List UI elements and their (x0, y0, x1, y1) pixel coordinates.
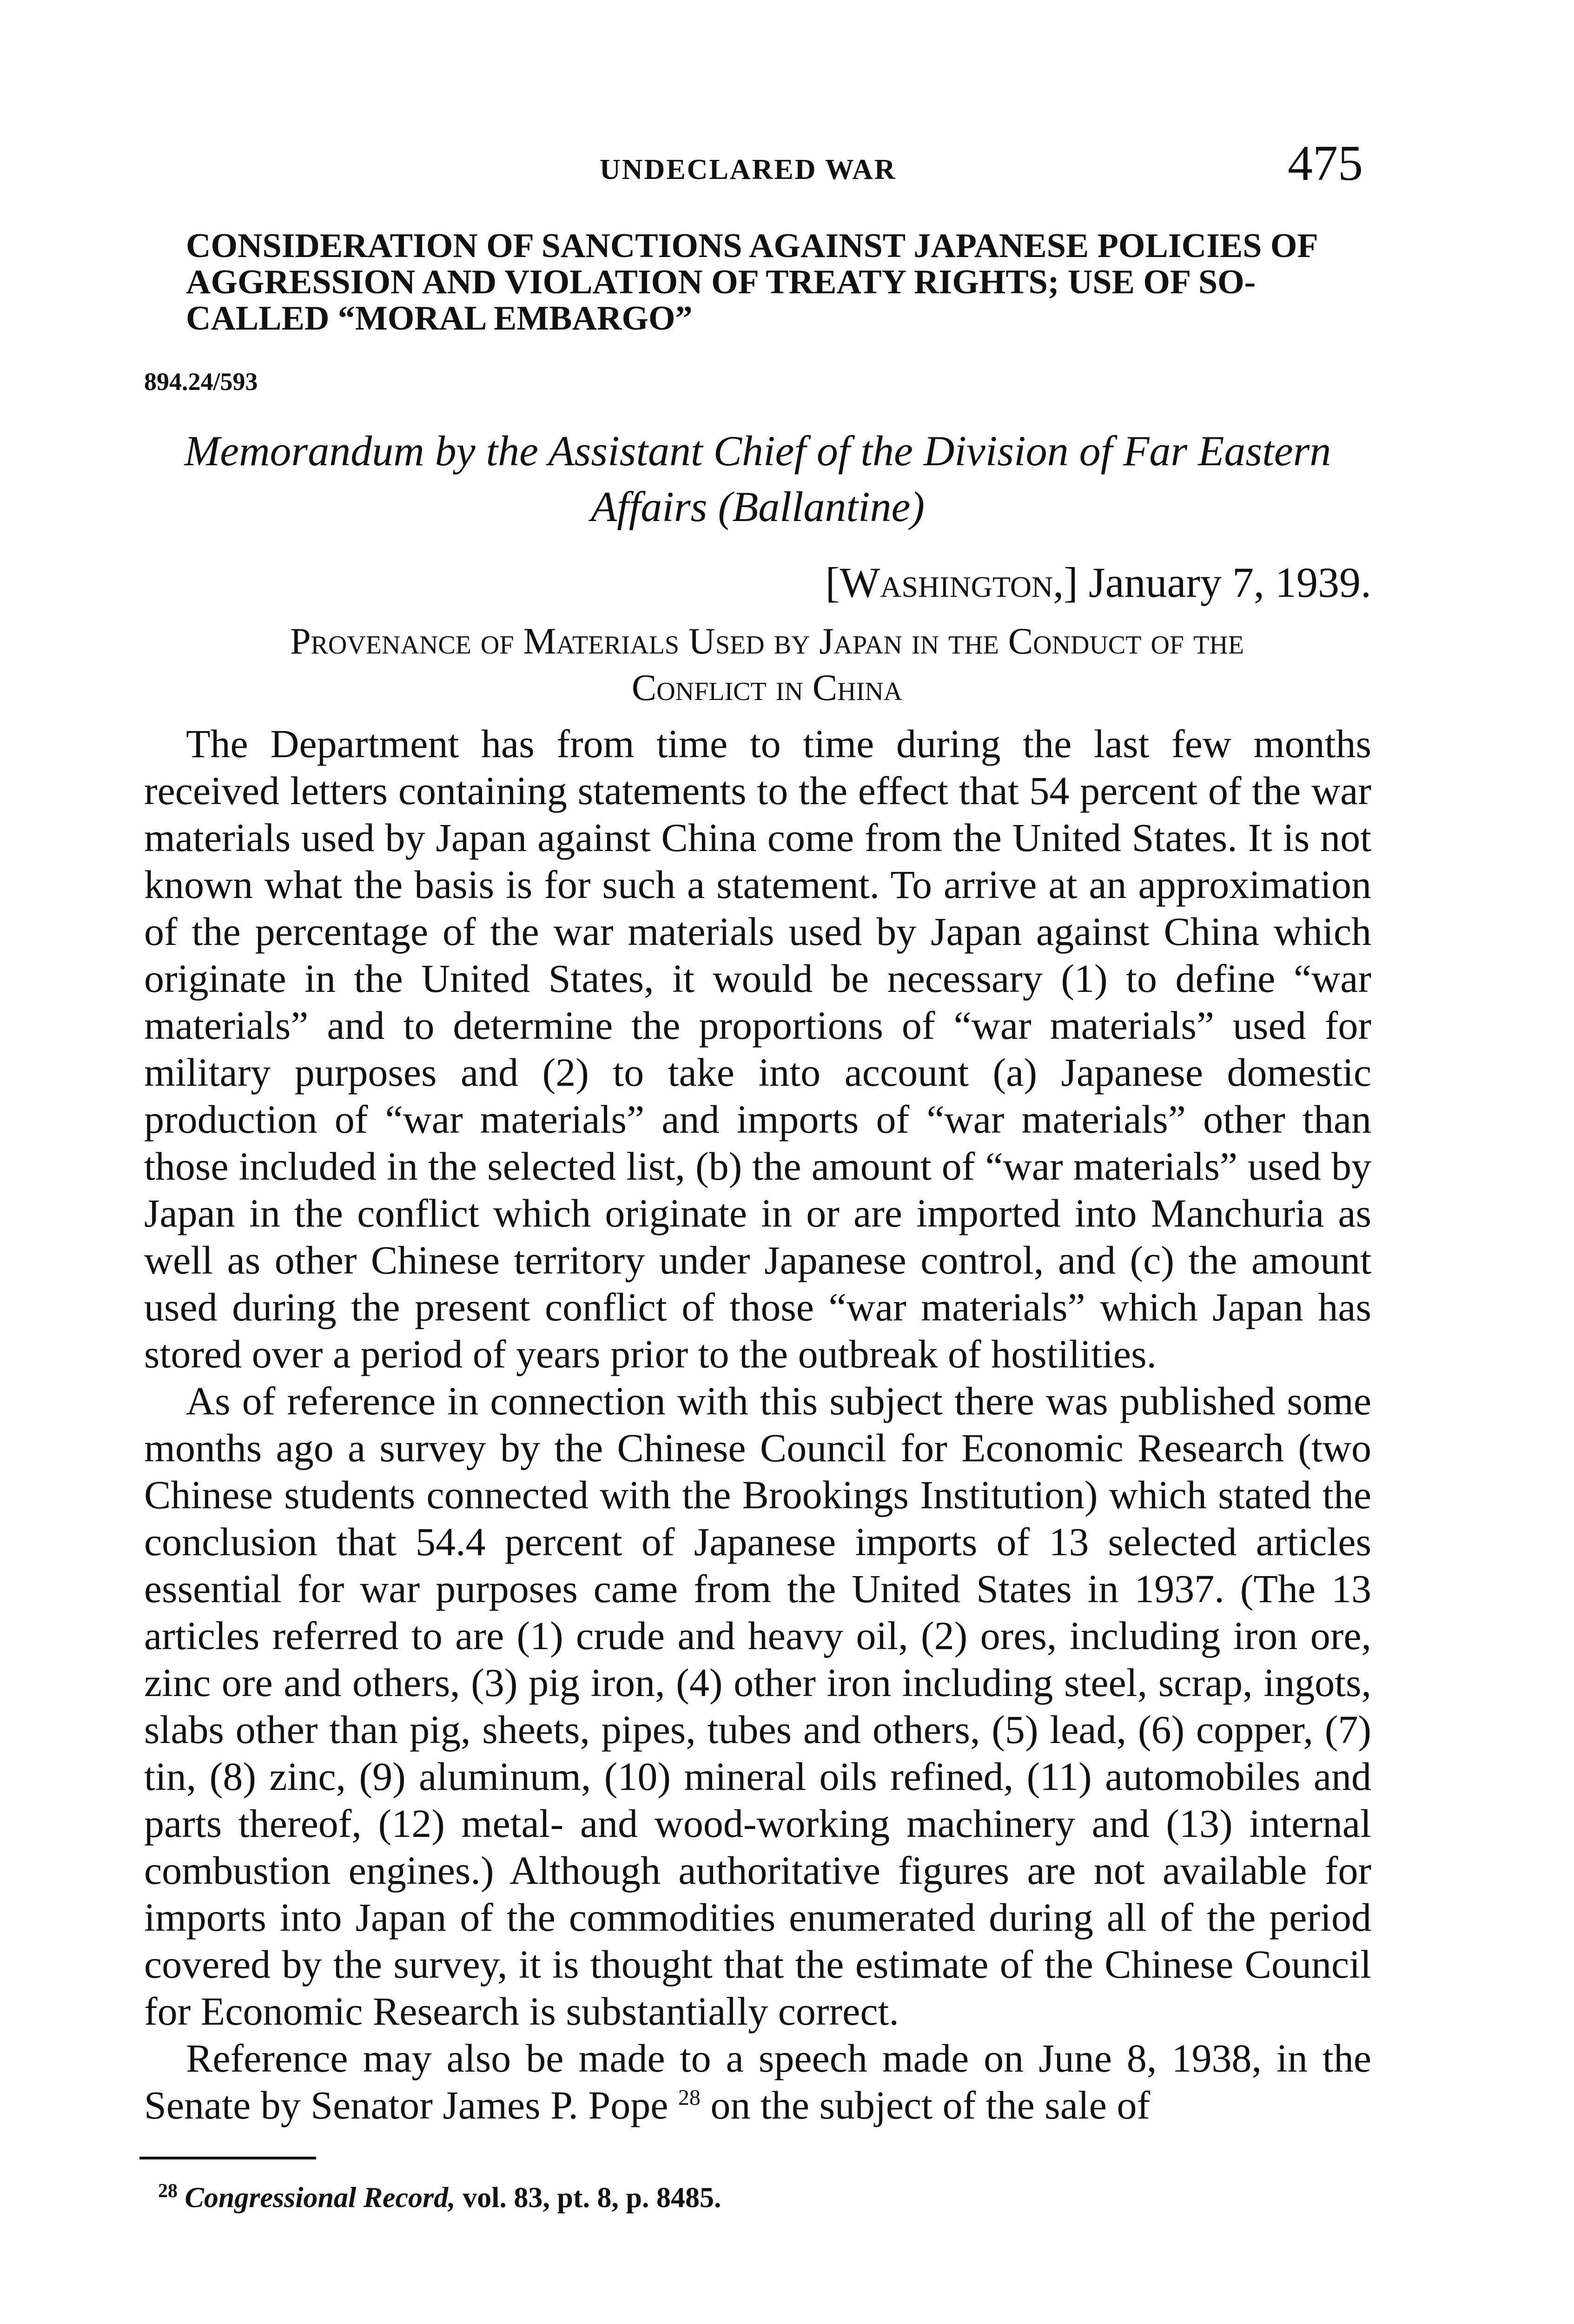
footnote-divider (139, 2157, 316, 2159)
memo-heading-line-1: Provenance of Materials Used by Japan in the Conduct of the (290, 621, 1244, 662)
memo-title (144, 423, 1371, 535)
section-title (186, 228, 1376, 337)
page-number: 475 (1288, 136, 1363, 191)
footnote-mark: 28 (158, 2180, 178, 2202)
running-head-title: UNDECLARED WAR (600, 154, 897, 185)
body-text (144, 720, 1371, 2129)
footnote-detail: vol. 83, pt. 8, p. 8485. (455, 2182, 721, 2214)
memo-title-line-2: Affairs (Ballantine) (590, 483, 925, 530)
file-number: 894.24/593 (144, 368, 258, 396)
section-title-line-2: AGGRESSION AND VIOLATION OF TREATY RIGHTS; USE OF SO- (186, 263, 1256, 301)
section-title-line-3: CALLED “MORAL EMBARGO” (186, 299, 693, 337)
running-head (0, 135, 1574, 191)
memo-heading (158, 618, 1376, 711)
paragraph-3-continuation: on the subject of the sale of (700, 2083, 1151, 2127)
footnote-reference[interactable]: 28 (678, 2085, 701, 2110)
footnote (158, 2180, 1367, 2215)
dateline (786, 558, 1371, 607)
memo-heading-line-2: Conflict in China (631, 667, 903, 708)
paragraph-3-text: Reference may also be made to a speech made on June 8, 1938, in the Senate by Senator James P. Pope (144, 2036, 1371, 2127)
paragraph-2: As of reference in connection with this subject there was published some months ago a survey by the Chinese Council for Economic Research (two Chinese students connected with the Brookings Institution) which stated the conclusion that 54.4 percent of Japanese imports of 13 selected articles essential for war purposes came from the United States in 1937. (The 13 articles referred to are (1) crude and heavy oil, (2) ores, including iron ore, zinc ore and others, (3) pig iron, (4) other iron including steel, scrap, ingots, slabs other than pig, sheets, pipes, tubes and others, (5) lead, (6) copper, (7) tin, (8) zinc, (9) aluminum, (10) mineral oils refined, (11) automobiles and parts thereof, (12) metal- and wood-working machinery and (13) internal combustion engines.) Although authoritative figures are not available for imports into Japan of the commodities enumerated during all of the period covered by the survey, it is thought that the estimate of the Chinese Council for Economic Research is substantially correct. (144, 1379, 1371, 2034)
dateline-place: [Washington,] (825, 559, 1078, 606)
memo-title-line-1: Memorandum by the Assistant Chief of the Division of Far Eastern (184, 427, 1331, 475)
section-title-line-1: CONSIDERATION OF SANCTIONS AGAINST JAPANESE POLICIES OF (186, 227, 1318, 265)
dateline-date: January 7, 1939. (1088, 559, 1371, 606)
paragraph-3 (144, 2035, 1371, 2129)
footnote-source: Congressional Record, (185, 2182, 456, 2214)
paragraph-1: The Department has from time to time during the last few months received letters containing statements to the effect that 54 percent of the war materials used by Japan against China come from the United States. It is not known what the basis is for such a statement. To arrive at an approximation of the percentage of the war materials used by Japan against China which originate in the United States, it would be necessary (1) to define “war materials” and to determine the proportions of “war materials” used for military purposes and (2) to take into account (a) Japanese domestic production of “war materials” and imports of “war materials” other than those included in the selected list, (b) the amount of “war materials” used by Japan in the conflict which originate in or are imported into Manchuria as well as other Chinese territory under Japanese control, and (c) the amount used during the present conflict of those “war materials” which Japan has stored over a period of years prior to the outbreak of hostilities. (144, 721, 1371, 1376)
